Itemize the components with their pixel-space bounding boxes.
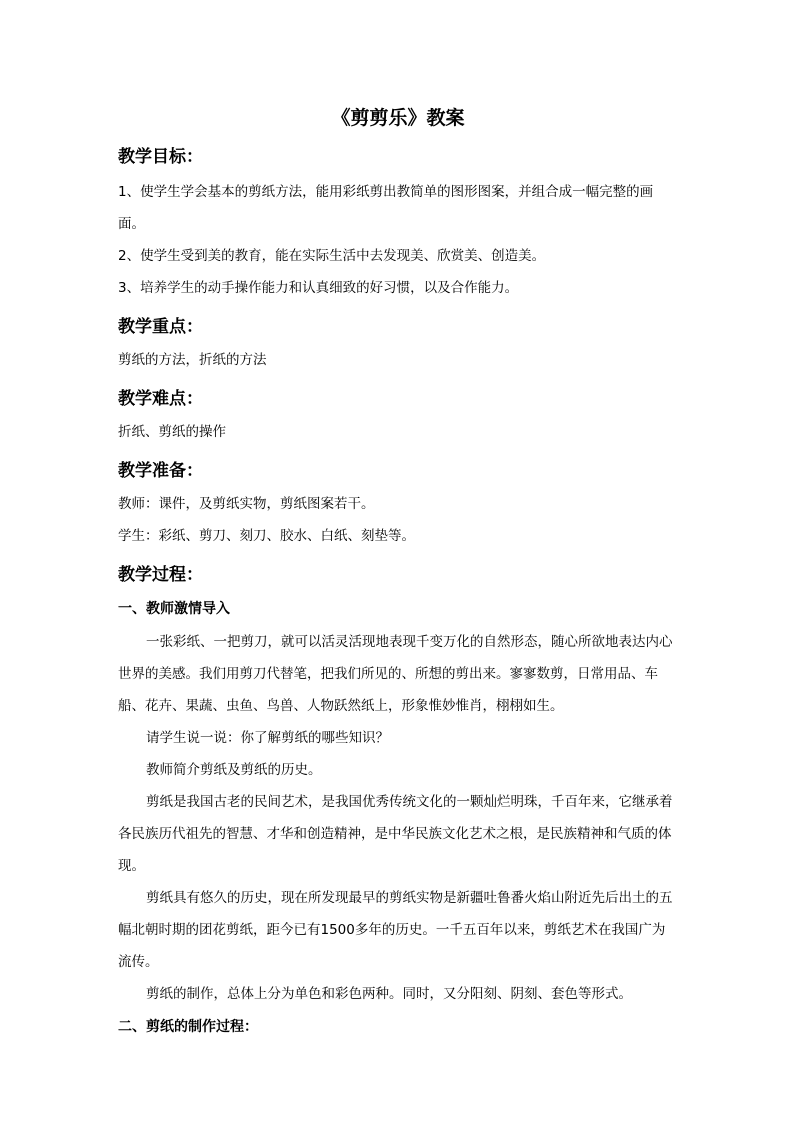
part1-paragraph-3: 教师简介剪纸及剪纸的历史。	[146, 762, 322, 778]
difficulty-heading: 教学难点：	[118, 389, 203, 409]
part1-paragraph-2: 请学生说一说：你了解剪纸的哪些知识？	[146, 730, 389, 746]
goals-heading: 教学目标：	[118, 147, 203, 167]
part1-paragraph-1: 一张彩纸、一把剪刀，就可以活灵活现地表现千变万化的自然形态，随心所欲地表达内心世界的美感。我们用剪刀代替笔，把我们所见的、所想的剪出来。寥寥数剪，日常用品、车船、花卉、果蔬、虫鱼、鸟兽、人物跃然纸上，形象惟妙惟肖，栩栩如生。	[118, 634, 673, 714]
difficulty-text: 折纸、剪纸的操作	[118, 424, 226, 440]
key-text: 剪纸的方法，折纸的方法	[118, 352, 267, 368]
key-heading: 教学重点：	[118, 317, 203, 337]
process-heading: 教学过程：	[118, 565, 203, 585]
part1-paragraph-4: 剪纸是我国古老的民间艺术，是我国优秀传统文化的一颗灿烂明珠，千百年来，它继承着各民族历代祖先的智慧、才华和创造精神，是中华民族文化艺术之根，是民族精神和气质的体现。	[118, 794, 673, 874]
prep-heading: 教学准备：	[118, 461, 203, 481]
goal-item-2: 2、使学生受到美的教育，能在实际生活中去发现美、欣赏美、创造美。	[118, 248, 546, 264]
document-body	[118, 100, 678, 1044]
prep-teacher: 教师：课件，及剪纸实物，剪纸图案若干。	[118, 496, 375, 512]
part1-paragraph-5: 剪纸具有悠久的历史，现在所发现最早的剪纸实物是新疆吐鲁番火焰山附近先后出土的五幅北朝时期的团花剪纸，距今已有1500多年的历史。一千五百年以来，剪纸艺术在我国广为流传。	[118, 890, 673, 970]
goal-item-3: 3、培养学生的动手操作能力和认真细致的好习惯，以及合作能力。	[118, 280, 519, 296]
part1-heading: 一、教师激情导入	[118, 601, 230, 617]
prep-student: 学生：彩纸、剪刀、刻刀、胶水、白纸、刻垫等。	[118, 528, 415, 544]
part1-paragraph-6: 剪纸的制作，总体上分为单色和彩色两种。同时，又分阳刻、阴刻、套色等形式。	[146, 986, 632, 1002]
part2-heading: 二、剪纸的制作过程：	[118, 1019, 258, 1035]
page-title: 《剪剪乐》教案	[331, 107, 465, 129]
goal-item-1: 1、使学生学会基本的剪纸方法，能用彩纸剪出教简单的图形图案，并组合成一幅完整的画面。	[118, 184, 654, 232]
